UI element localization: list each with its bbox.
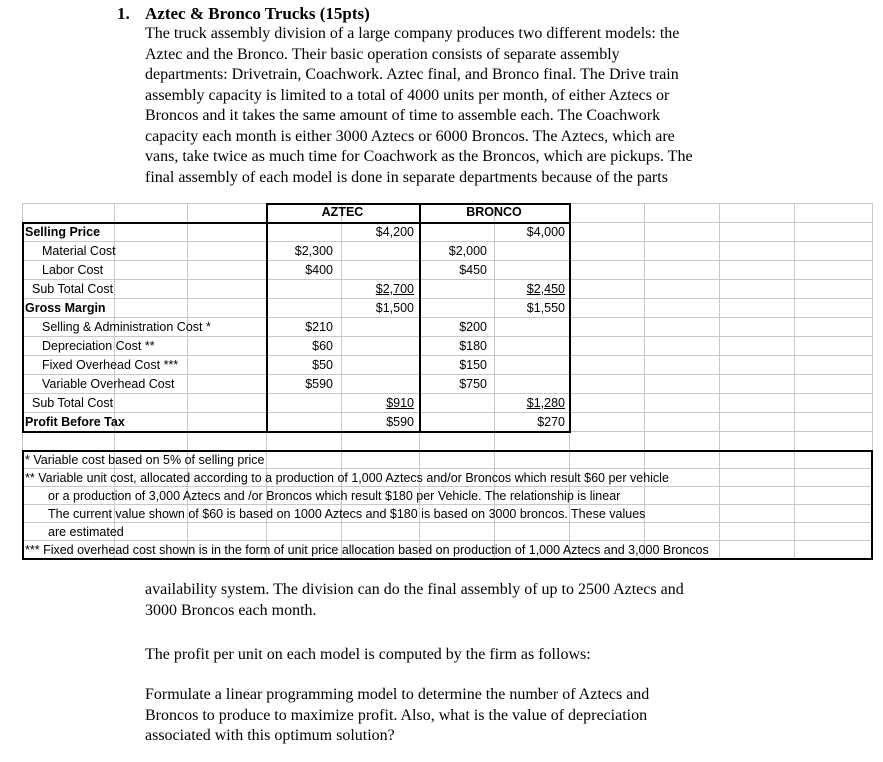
intro-line: final assembly of each model is done in separate departments because of the parts	[145, 168, 668, 186]
cost-spreadsheet	[22, 203, 872, 560]
task-line: Formulate a linear programming model to determine the number of Aztecs and	[145, 686, 650, 703]
intro-line: Aztec and the Bronco. Their basic operation consists of separate assembly	[145, 45, 620, 63]
aztec-detail-value: $50	[312, 358, 333, 372]
bronco-detail-value: $180	[459, 339, 487, 353]
intro-paragraph	[145, 24, 785, 188]
bronco-detail-value: $750	[459, 377, 487, 391]
row-label: Labor Cost	[42, 263, 104, 277]
footnote: are estimated	[48, 525, 124, 539]
profit-intro-paragraph	[145, 645, 785, 666]
intro-line: vans, take twice as much time for Coachwork as the Broncos, which are pickups. The	[145, 148, 693, 165]
question-number: 1.	[117, 4, 130, 23]
task-paragraph	[145, 685, 785, 747]
grid-line	[794, 203, 795, 560]
bronco-detail-value: $200	[459, 320, 487, 334]
footnote: * Variable cost based on 5% of selling price	[25, 453, 265, 467]
bronco-total-value: $2,450	[526, 282, 565, 296]
aztec-detail-value: $60	[312, 339, 333, 353]
question-title: Aztec & Bronco Trucks (15pts)	[145, 4, 370, 23]
row-label: Sub Total Cost	[32, 282, 114, 296]
intro-line: Broncos and it takes the same amount of time to assemble each. The Coachwork	[145, 107, 661, 124]
row-label: Selling Price	[25, 225, 101, 239]
bronco-detail-value: $450	[459, 263, 487, 277]
intro-line: capacity each month is either 3000 Aztecs or 6000 Broncos. The Aztecs, which are	[145, 127, 675, 145]
table-border	[22, 222, 24, 433]
intro-line: departments: Drivetrain, Coachwork. Aztec final, and Bronco final. The Drive train	[145, 66, 679, 83]
grid-line	[719, 203, 720, 560]
intro-line: assembly capacity is limited to a total of 4000 units per month, of either Aztecs or	[145, 86, 670, 104]
task-line: Broncos to produce to maximize profit. Also, what is the value of depreciation	[145, 706, 648, 724]
notes-border	[22, 450, 24, 560]
aztec-detail-value: $590	[305, 377, 333, 391]
aztec-total-value: $590	[386, 415, 414, 429]
header-aztec: AZTEC	[321, 205, 364, 219]
row-label: Gross Margin	[25, 301, 106, 315]
aztec-detail-value: $210	[305, 320, 333, 334]
aztec-total-value: $1,500	[375, 301, 414, 315]
continuation-line: availability system. The division can do the final assembly of up to 2500 Aztecs and	[145, 581, 684, 598]
continuation-line: 3000 Broncos each month.	[145, 601, 317, 619]
row-label: Fixed Overhead Cost ***	[42, 358, 179, 372]
table-border	[569, 203, 571, 433]
footnote: ** Variable unit cost, allocated according to a production of 1,000 Aztecs and/or Broncos which result $60 per vehicle	[25, 471, 669, 485]
bronco-detail-value: $2,000	[448, 244, 487, 258]
aztec-total-value: $910	[386, 396, 414, 410]
table-border	[22, 222, 569, 224]
footnote: *** Fixed overhead cost shown is in the form of unit price allocation based on production of 1,000 Aztecs and 3,000 Broncos	[25, 543, 709, 557]
row-label: Variable Overhead Cost	[42, 377, 175, 391]
bronco-total-value: $1,550	[526, 301, 565, 315]
profit-line: The profit per unit on each model is computed by the firm as follows:	[145, 646, 591, 663]
aztec-total-value: $4,200	[375, 225, 414, 239]
header-bronco: BRONCO	[466, 205, 522, 219]
row-label: Profit Before Tax	[25, 415, 125, 429]
row-label: Depreciation Cost **	[42, 339, 155, 353]
footnote: or a production of 3,000 Aztecs and /or Broncos which result $180 per Vehicle. The relationship is linear	[48, 489, 621, 503]
aztec-total-value: $2,700	[375, 282, 414, 296]
notes-border	[871, 450, 873, 560]
grid-line	[22, 298, 872, 299]
bronco-total-value: $4,000	[526, 225, 565, 239]
bronco-total-value: $270	[537, 415, 565, 429]
intro-line: The truck assembly division of a large company produces two different models: the	[145, 25, 680, 42]
task-line: associated with this optimum solution?	[145, 727, 395, 744]
aztec-detail-value: $2,300	[294, 244, 333, 258]
bronco-detail-value: $150	[459, 358, 487, 372]
bronco-total-value: $1,280	[526, 396, 565, 410]
continuation-paragraph	[145, 580, 785, 621]
row-label: Selling & Administration Cost *	[42, 320, 211, 334]
footnote: The current value shown of $60 is based on 1000 Aztecs and $180 is based on 3000 broncos. These values	[48, 507, 646, 521]
aztec-detail-value: $400	[305, 263, 333, 277]
row-label: Material Cost	[42, 244, 116, 258]
row-label: Sub Total Cost	[32, 396, 114, 410]
grid-line	[22, 412, 872, 413]
